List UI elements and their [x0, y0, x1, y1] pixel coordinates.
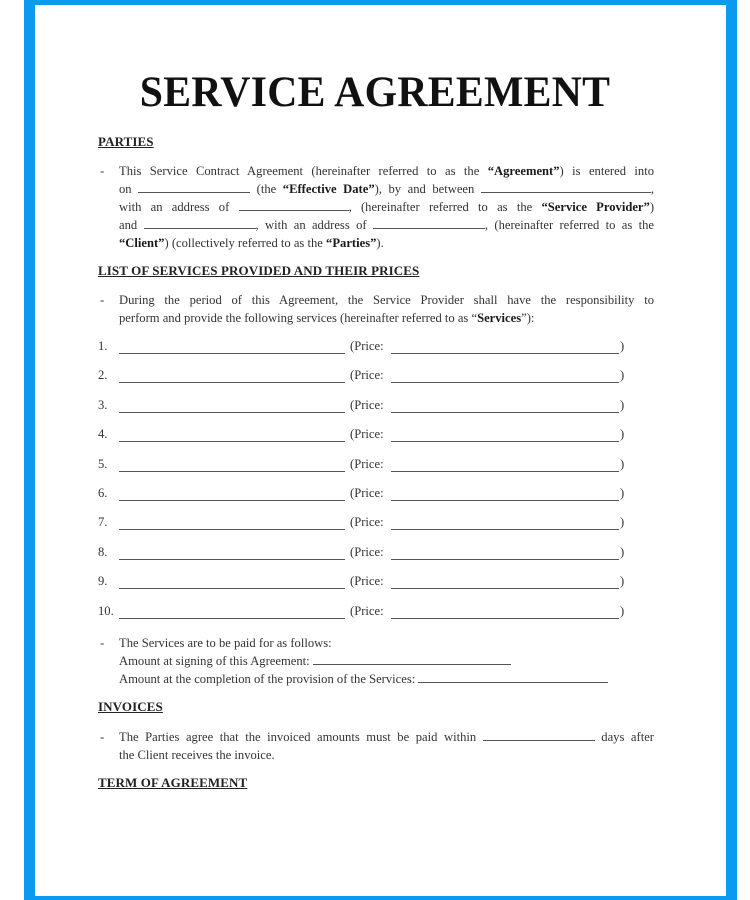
- parties-line-2: on (the “Effective Date”), by and between ,: [119, 182, 654, 196]
- parties-line-5: “Client”) (collectively referred to as the “Parties”).: [119, 236, 384, 250]
- invoices-line-2: the Client receives the invoice.: [119, 748, 275, 762]
- price-label: (Price:: [350, 515, 384, 530]
- service-description-field[interactable]: [119, 339, 345, 354]
- service-row: [98, 339, 628, 357]
- invoices-paragraph: [98, 728, 654, 764]
- section-heading-term: TERM OF AGREEMENT: [98, 775, 248, 790]
- service-row: [98, 486, 628, 504]
- price-close-paren: ): [620, 515, 625, 530]
- bullet-dash: -: [100, 293, 105, 307]
- service-description-field[interactable]: [119, 486, 345, 501]
- price-close-paren: ): [620, 368, 625, 383]
- price-label: (Price:: [350, 368, 384, 383]
- price-close-paren: ): [620, 456, 625, 471]
- price-label: (Price:: [350, 603, 384, 618]
- services-intro-line-2: perform and provide the following services (hereinafter referred to as “Services”):: [119, 311, 535, 325]
- service-description-field[interactable]: [119, 574, 345, 589]
- service-number: 8.: [98, 544, 108, 559]
- service-price-field[interactable]: [391, 368, 619, 383]
- bullet-dash: -: [100, 636, 105, 650]
- client-name-field[interactable]: [144, 216, 256, 229]
- client-address-field[interactable]: [373, 216, 485, 229]
- price-close-paren: ): [620, 486, 625, 500]
- service-description-field[interactable]: [119, 545, 345, 560]
- invoices-line-1: The Parties agree that the invoiced amounts must be paid within days after: [119, 730, 654, 744]
- service-provider-address-field[interactable]: [239, 198, 349, 211]
- service-description-field[interactable]: [119, 604, 345, 619]
- payment-signing-line: Amount at signing of this Agreement:: [119, 652, 654, 670]
- service-number: 1.: [98, 339, 108, 353]
- services-intro-paragraph: [98, 291, 654, 327]
- services-intro-line-1: During the period of this Agreement, the Service Provider shall have the responsibility to: [119, 293, 654, 307]
- service-row: [98, 398, 628, 416]
- price-label: (Price:: [350, 486, 384, 500]
- price-close-paren: ): [620, 603, 625, 618]
- service-number: 2.: [98, 368, 108, 383]
- price-close-paren: ): [620, 397, 625, 412]
- service-row: [98, 604, 628, 622]
- price-close-paren: ): [620, 544, 625, 559]
- bullet-dash: -: [100, 164, 105, 178]
- service-row: [98, 574, 628, 592]
- payment-completion-line: Amount at the completion of the provision of the Services:: [119, 670, 654, 688]
- payment-days-field[interactable]: [483, 728, 595, 741]
- service-row: [98, 368, 628, 386]
- service-number: 4.: [98, 427, 108, 442]
- price-close-paren: ): [620, 339, 625, 353]
- bullet-dash: -: [100, 730, 105, 744]
- service-price-field[interactable]: [391, 604, 619, 619]
- effective-date-field[interactable]: [138, 180, 250, 193]
- service-provider-name-field[interactable]: [481, 180, 651, 193]
- payment-paragraph: [98, 634, 654, 688]
- service-price-field[interactable]: [391, 398, 619, 413]
- service-description-field[interactable]: [119, 515, 345, 530]
- service-number: 3.: [98, 397, 108, 412]
- price-label: (Price:: [350, 427, 384, 442]
- service-price-field[interactable]: [391, 457, 619, 472]
- price-close-paren: ): [620, 574, 625, 589]
- payment-signing-field[interactable]: [313, 652, 511, 665]
- price-close-paren: ): [620, 427, 625, 442]
- service-price-field[interactable]: [391, 427, 619, 442]
- document-title: SERVICE AGREEMENT: [139, 69, 611, 116]
- service-description-field[interactable]: [119, 398, 345, 413]
- section-heading-invoices: INVOICES: [98, 699, 163, 714]
- service-number: 5.: [98, 456, 108, 471]
- payment-intro: The Services are to be paid for as follows:: [119, 636, 332, 650]
- service-number: 9.: [98, 574, 108, 589]
- parties-line-3: with an address of , (hereinafter referred to as the “Service Provider”): [119, 200, 655, 214]
- price-label: (Price:: [350, 397, 384, 412]
- price-label: (Price:: [350, 339, 384, 353]
- price-label: (Price:: [350, 456, 384, 471]
- service-row: [98, 515, 628, 533]
- service-description-field[interactable]: [119, 457, 345, 472]
- service-number: 6.: [98, 486, 108, 500]
- service-price-field[interactable]: [391, 574, 619, 589]
- section-heading-services: LIST OF SERVICES PROVIDED AND THEIR PRICES: [98, 263, 420, 278]
- service-description-field[interactable]: [119, 427, 345, 442]
- service-price-field[interactable]: [391, 339, 619, 354]
- parties-line-1: This Service Contract Agreement (hereinafter referred to as the “Agreement”) is entered into: [119, 164, 655, 178]
- service-price-field[interactable]: [391, 515, 619, 530]
- payment-completion-field[interactable]: [418, 670, 608, 683]
- price-label: (Price:: [350, 544, 384, 559]
- service-row: [98, 457, 628, 475]
- service-number: 10.: [98, 603, 114, 618]
- section-heading-parties: PARTIES: [98, 134, 154, 149]
- service-number: 7.: [98, 515, 108, 530]
- price-label: (Price:: [350, 574, 384, 589]
- service-row: [98, 545, 628, 563]
- service-price-field[interactable]: [391, 486, 619, 501]
- service-price-field[interactable]: [391, 545, 619, 560]
- service-row: [98, 427, 628, 445]
- parties-paragraph: [98, 162, 654, 252]
- parties-line-4: and , with an address of , (hereinafter referred to as the: [119, 218, 654, 232]
- service-description-field[interactable]: [119, 368, 345, 383]
